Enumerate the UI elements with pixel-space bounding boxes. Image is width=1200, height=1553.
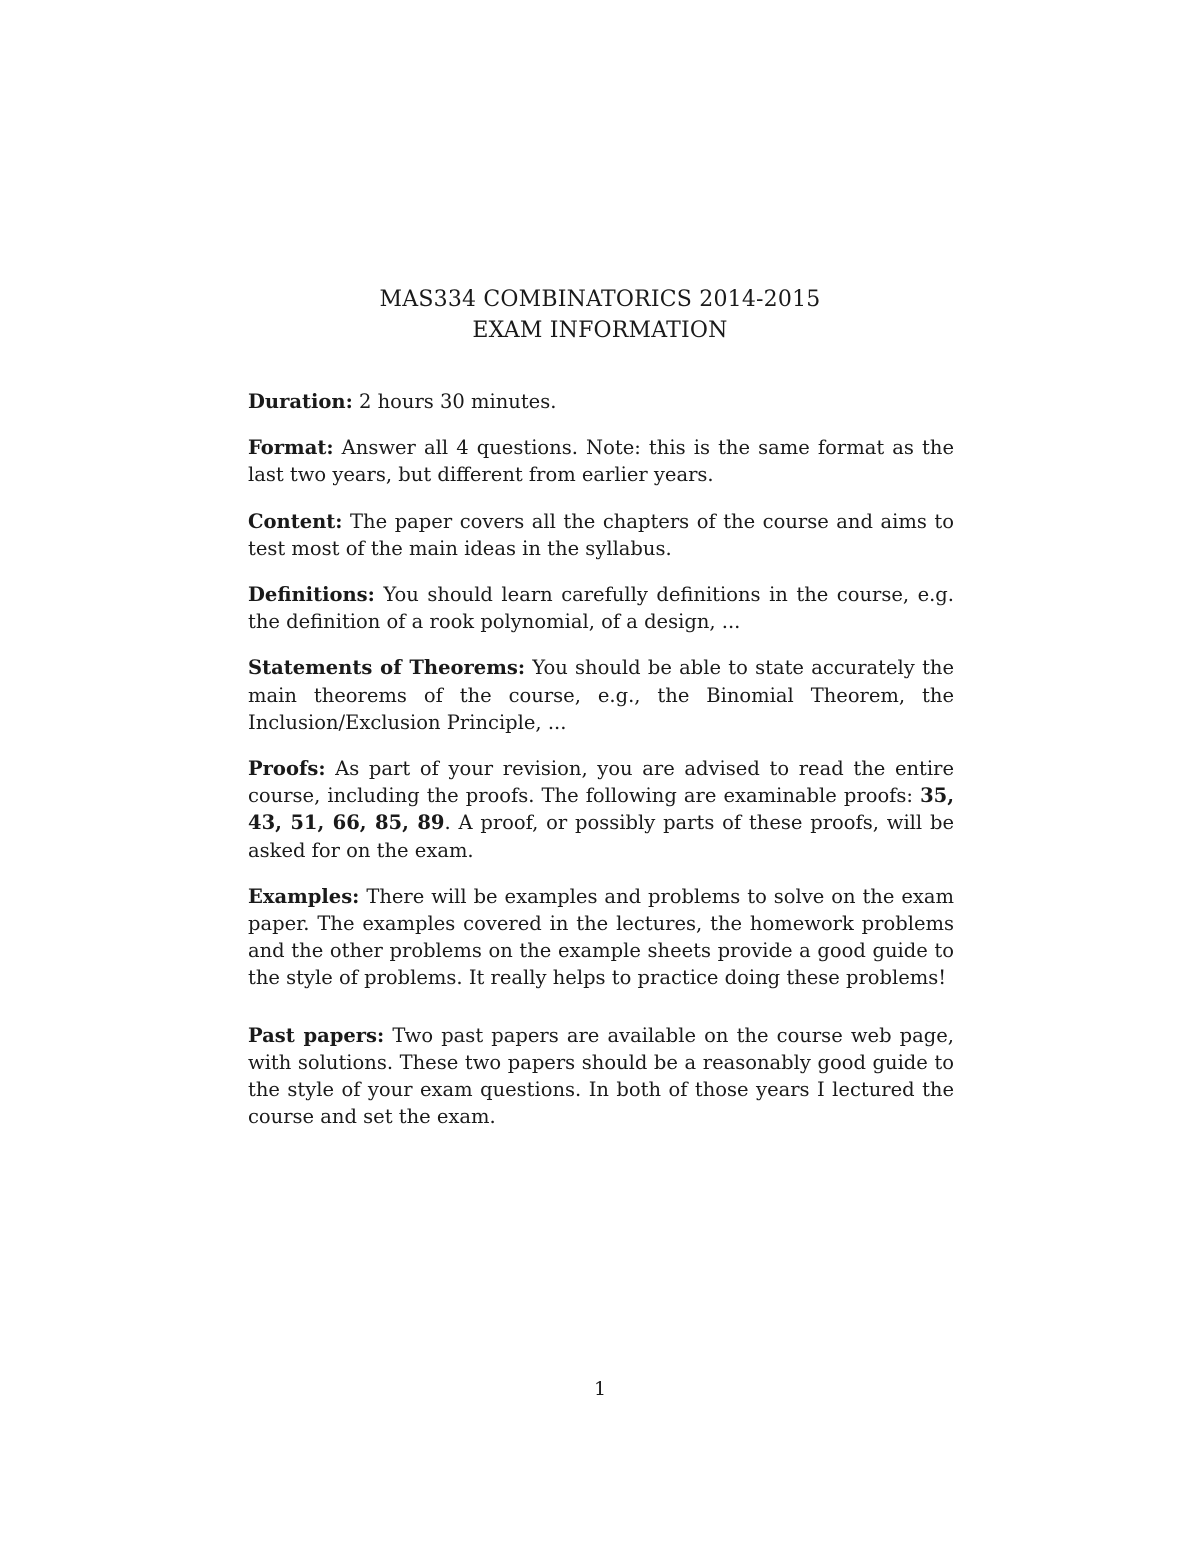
- proofs-text-after: . A proof, or possibly parts of these proofs, will be asked for on the exam.: [248, 811, 954, 862]
- proofs-label: Proofs:: [248, 757, 326, 781]
- definitions-text: You should learn carefully definitions in the course, e.g. the definition of a rook polynomial, of a design, ...: [248, 583, 954, 634]
- past-papers-paragraph: [248, 1022, 954, 1131]
- document-subtitle: EXAM INFORMATION: [472, 318, 728, 343]
- content-paragraph: [248, 508, 954, 562]
- proofs-text-before: As part of your revision, you are advised to read the entire course, including the proofs. The following are examinable proofs:: [248, 757, 954, 808]
- past-papers-label: Past papers:: [248, 1023, 385, 1047]
- content-text: The paper covers all the chapters of the course and aims to test most of the main ideas in the syllabus.: [248, 509, 954, 560]
- theorems-text: You should be able to state accurately the main theorems of the course, e.g., the Binomial Theorem, the Inclusion/Exclusion Principle, ...: [248, 656, 954, 734]
- format-label: Format:: [248, 436, 334, 460]
- definitions-paragraph: [248, 581, 954, 635]
- examples-label: Examples:: [248, 884, 360, 908]
- duration-paragraph: [248, 388, 954, 415]
- theorems-label: Statements of Theorems:: [248, 656, 526, 680]
- definitions-label: Definitions:: [248, 583, 375, 607]
- format-paragraph: [248, 434, 954, 488]
- document-title: [248, 284, 952, 346]
- proof-numbers: 35, 43, 51, 66, 85, 89: [248, 784, 954, 835]
- duration-label: Duration:: [248, 390, 353, 413]
- theorems-paragraph: [248, 654, 954, 736]
- duration-text: 2 hours 30 minutes.: [352, 390, 557, 413]
- proofs-paragraph: [248, 755, 954, 864]
- past-papers-text: Two past papers are available on the course web page, with solutions. These two papers should be a reasonably good guide to the style of your exam questions. In both of those years I lectured the course and set the exam.: [248, 1023, 954, 1129]
- page-number: 1: [593, 1378, 607, 1400]
- examples-text: There will be examples and problems to solve on the exam paper. The examples covered in the lectures, the homework problems and the other problems on the example sheets provide a good guide to the style of problems. It really helps to practice doing these problems!: [248, 884, 954, 990]
- content-label: Content:: [248, 509, 343, 533]
- format-text: Answer all 4 questions. Note: this is the same format as the last two years, but different from earlier years.: [248, 436, 954, 487]
- course-title: MAS334 COMBINATORICS 2014-2015: [379, 287, 821, 312]
- examples-paragraph: [248, 883, 954, 992]
- document-body: [248, 388, 954, 1149]
